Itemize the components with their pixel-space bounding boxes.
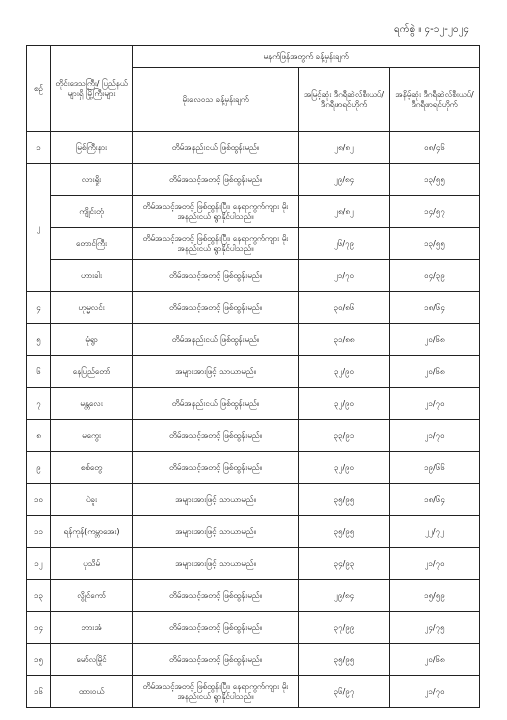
weather-condition: တိမ်အသင့်အတင့် ဖြစ်ထွန်းမည်။: [133, 420, 299, 452]
min-temperature: ၂၂/၇၂: [390, 516, 480, 548]
city-name: နေပြည်တော်: [51, 356, 133, 388]
city-name: လားရှိုး: [51, 164, 133, 196]
row-number: ၁၅: [27, 644, 51, 676]
max-temperature: ၂၈/၈၂: [299, 196, 390, 228]
row-number: ၂: [27, 164, 51, 292]
header-max-temp: အမြင့်ဆုံး ဒီဂရီဆဲလ်စီးယပ်/ ဒီဂရီဖာရင်ဟိုက်: [299, 68, 390, 132]
min-temperature: ၁၈/၆၄: [390, 292, 480, 324]
table-row: [27, 644, 480, 676]
min-temperature: ၂၄/၇၅: [390, 612, 480, 644]
min-temperature: ၂၀/၆၈: [390, 644, 480, 676]
city-name: ရန်ကုန်(ကမ္ဘာအေး): [51, 516, 133, 548]
city-name: စစ်တွေ: [51, 452, 133, 484]
row-number: ၁၃: [27, 580, 51, 612]
table-row: [27, 356, 480, 388]
weather-condition: တိမ်အသင့်အတင့် ဖြစ်ထွန်းမည်။: [133, 164, 299, 196]
weather-condition: တိမ်အသင့်အတင့် ဖြစ်ထွန်းမည်။: [133, 612, 299, 644]
weather-condition: တိမ်အသင့်အတင့် ဖြစ်ထွန်းပြီး၊ နေရာကွက်ကျား မိုးအနည်းငယ် ရွာနိုင်ပါသည်။: [133, 676, 299, 708]
min-temperature: ၁၃/၅၅: [390, 228, 480, 260]
max-temperature: ၃၅/၉၅: [299, 644, 390, 676]
max-temperature: ၃၇/၉၉: [299, 612, 390, 644]
city-name: ဘားအံ: [51, 612, 133, 644]
weather-condition: တိမ်အနည်းငယ် ဖြစ်ထွန်းမည်။: [133, 388, 299, 420]
table-row: [27, 228, 480, 260]
min-temperature: ၀၄/၃၉: [390, 260, 480, 292]
weather-condition: အများအားဖြင့် သာယာမည်။: [133, 484, 299, 516]
max-temperature: ၃၂/၉၀: [299, 388, 390, 420]
max-temperature: ၂၉/၈၄: [299, 164, 390, 196]
weather-condition: တိမ်အသင့်အတင့် ဖြစ်ထွန်းမည်။: [133, 452, 299, 484]
weather-condition: အများအားဖြင့် သာယာမည်။: [133, 548, 299, 580]
table-row: [27, 420, 480, 452]
weather-condition: တိမ်အသင့်အတင့် ဖြစ်ထွန်းမည်။: [133, 292, 299, 324]
max-temperature: ၃၆/၉၇: [299, 676, 390, 708]
city-name: မကွေး: [51, 420, 133, 452]
weather-condition: တိမ်အသင့်အတင့် ဖြစ်ထွန်းမည်။: [133, 260, 299, 292]
weather-condition: အများအားဖြင့် သာယာမည်။: [133, 356, 299, 388]
city-name: မုံရွာ: [51, 324, 133, 356]
max-temperature: ၃၁/၈၈: [299, 324, 390, 356]
table-row: [27, 388, 480, 420]
weather-condition: အများအားဖြင့် သာယာမည်။: [133, 516, 299, 548]
table-row: [27, 580, 480, 612]
min-temperature: ၂၁/၇၀: [390, 388, 480, 420]
min-temperature: ၂၁/၇၀: [390, 548, 480, 580]
forecast-table: [26, 45, 480, 708]
min-temperature: ၁၅/၅၉: [390, 580, 480, 612]
table-row: [27, 292, 480, 324]
row-number: ၈: [27, 420, 51, 452]
max-temperature: ၃၂/၉၀: [299, 452, 390, 484]
city-name: ကျိုင်းတုံ: [51, 196, 133, 228]
city-name: ပဲခူး: [51, 484, 133, 516]
weather-condition: တိမ်အသင့်အတင့် ဖြစ်ထွန်းပြီး၊ နေရာကွက်ကျား မိုးအနည်းငယ် ရွာနိုင်ပါသည်။: [133, 228, 299, 260]
header-region: တိုင်းဒေသကြီး/ ပြည်နယ်များရှိ မြို့ကြီးများ: [51, 46, 133, 132]
row-number: ၁၆: [27, 676, 51, 708]
city-name: တောင်ကြီး: [51, 228, 133, 260]
max-temperature: ၂၉/၈၄: [299, 580, 390, 612]
weather-condition: တိမ်အသင့်အတင့် ဖြစ်ထွန်းမည်။: [133, 580, 299, 612]
table-row: [27, 164, 480, 196]
row-number: ၄: [27, 292, 51, 324]
row-number: ၉: [27, 452, 51, 484]
table-row: [27, 196, 480, 228]
weather-condition: တိမ်အသင့်အတင့် ဖြစ်ထွန်းမည်။: [133, 644, 299, 676]
max-temperature: ၃၅/၉၅: [299, 484, 390, 516]
document-date: ရက်စွဲ ။ ၄-၁၂-၂၀၂၄: [394, 24, 469, 35]
min-temperature: ၁၃/၅၅: [390, 164, 480, 196]
row-number: ၁၁: [27, 516, 51, 548]
min-temperature: ၀၈/၄၆: [390, 132, 480, 164]
min-temperature: ၁၈/၆၄: [390, 484, 480, 516]
max-temperature: ၃၂/၉၀: [299, 356, 390, 388]
row-number: ၆: [27, 356, 51, 388]
city-name: မန္တလေး: [51, 388, 133, 420]
max-temperature: ၂၁/၇၀: [299, 260, 390, 292]
table-row: [27, 516, 480, 548]
max-temperature: ၃၀/၈၆: [299, 292, 390, 324]
min-temperature: ၂၀/၆၈: [390, 356, 480, 388]
header-min-temp: အနိမ့်ဆုံး ဒီဂရီဆဲလ်စီးယပ်/ ဒီဂရီဖာရင်ဟိုက်: [390, 68, 480, 132]
row-number: ၁၀: [27, 484, 51, 516]
weather-condition: တိမ်အသင့်အတင့် ဖြစ်ထွန်းပြီး၊ နေရာကွက်ကျား မိုးအနည်းငယ် ရွာနိုင်ပါသည်။: [133, 196, 299, 228]
min-temperature: ၂၁/၇၀: [390, 676, 480, 708]
table-row: [27, 612, 480, 644]
table-row: [27, 324, 480, 356]
table-row: [27, 260, 480, 292]
max-temperature: ၃၄/၉၃: [299, 548, 390, 580]
header-no: စဉ်: [27, 46, 51, 132]
min-temperature: ၁၄/၅၇: [390, 196, 480, 228]
max-temperature: ၃၃/၉၁: [299, 420, 390, 452]
city-name: မြစ်ကြီးနား: [51, 132, 133, 164]
table-row: [27, 452, 480, 484]
max-temperature: ၂၆/၇၉: [299, 228, 390, 260]
min-temperature: ၂၁/၇၀: [390, 420, 480, 452]
row-number: ၇: [27, 388, 51, 420]
city-name: မော်လမြိုင်: [51, 644, 133, 676]
row-number: ၁: [27, 132, 51, 164]
city-name: ထားဝယ်: [51, 676, 133, 708]
weather-condition: တိမ်အနည်းငယ် ဖြစ်ထွန်းမည်။: [133, 132, 299, 164]
header-condition: မိုးလေဝသ ခန့်မှန်းချက်: [133, 68, 299, 132]
table-row: [27, 132, 480, 164]
city-name: ဟုမ္မလင်း: [51, 292, 133, 324]
row-number: ၁၂: [27, 548, 51, 580]
min-temperature: ၁၉/၆၆: [390, 452, 480, 484]
city-name: ပုသိမ်: [51, 548, 133, 580]
header-forecast-group: မနက်ဖြန်အတွက် ခန့်မှန်းချက်: [133, 46, 480, 68]
city-name: ဟားခါး: [51, 260, 133, 292]
row-number: ၅: [27, 324, 51, 356]
city-name: လွိုင်ကော်: [51, 580, 133, 612]
min-temperature: ၂၀/၆၈: [390, 324, 480, 356]
table-row: [27, 676, 480, 708]
max-temperature: ၃၅/၉၅: [299, 516, 390, 548]
table-row: [27, 484, 480, 516]
max-temperature: ၂၈/၈၂: [299, 132, 390, 164]
table-row: [27, 548, 480, 580]
row-number: ၁၄: [27, 612, 51, 644]
weather-condition: တိမ်အနည်းငယ် ဖြစ်ထွန်းမည်။: [133, 324, 299, 356]
